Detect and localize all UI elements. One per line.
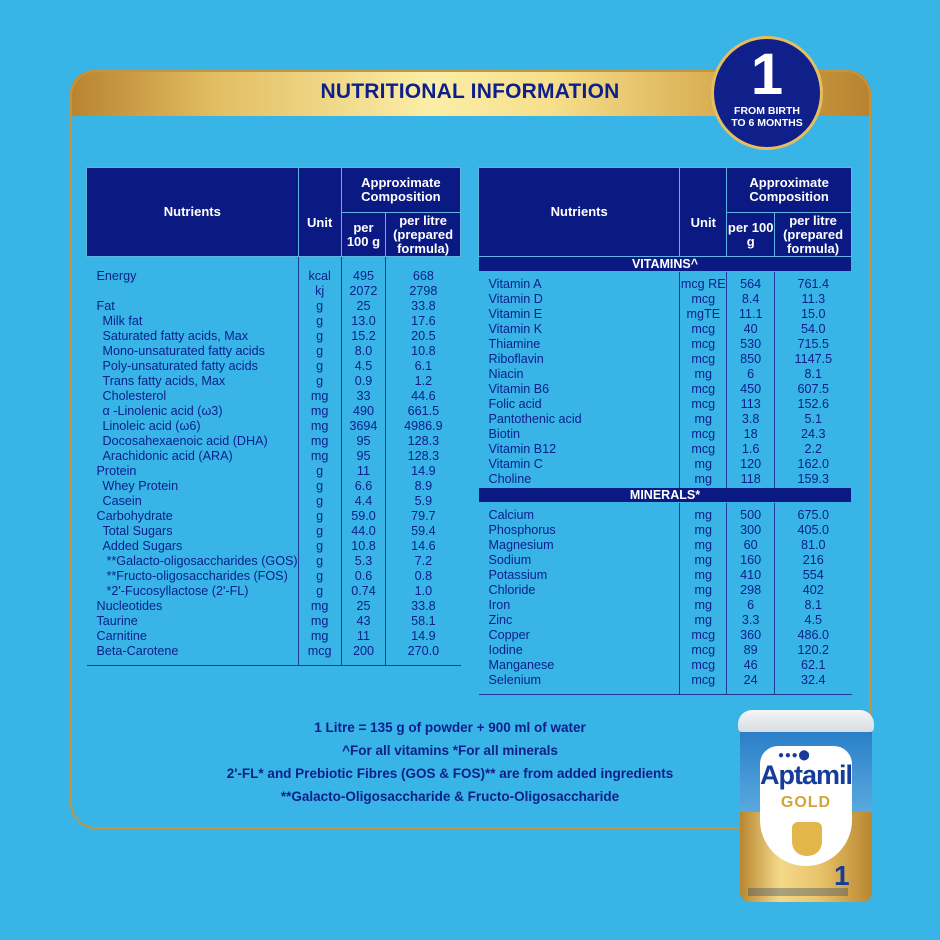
- value-per-100g: 298: [727, 583, 775, 598]
- value-per-100g: 95: [341, 449, 385, 464]
- value-per-100g: 11: [341, 464, 385, 479]
- value-per-100g: 0.74: [341, 584, 385, 599]
- value-per-litre: 128.3: [386, 449, 461, 464]
- nutrient-name: Folic acid: [488, 397, 542, 411]
- table-row: [87, 539, 461, 554]
- nutrient-unit: g: [298, 494, 341, 509]
- nutrient-name: α -Linolenic acid (ω3): [102, 404, 223, 418]
- nutrient-unit: mg: [298, 389, 341, 404]
- value-per-litre: 162.0: [775, 457, 852, 472]
- nutrients-table-left: [86, 167, 461, 666]
- value-per-litre: 62.1: [775, 658, 852, 673]
- table-row: [87, 494, 461, 509]
- nutrient-unit: mg: [298, 614, 341, 629]
- page-title: NUTRITIONAL INFORMATION: [320, 80, 620, 103]
- col-header-per100: per 100 g: [341, 213, 385, 257]
- value-per-litre: 486.0: [775, 628, 852, 643]
- table-row: [479, 613, 852, 628]
- table-row: [87, 284, 461, 299]
- table-row: [87, 389, 461, 404]
- value-per-100g: 1.6: [727, 442, 775, 457]
- nutrient-unit: mcg: [680, 442, 727, 457]
- value-per-100g: 8.0: [341, 344, 385, 359]
- nutrient-name: Whey Protein: [102, 479, 179, 493]
- table-row: [87, 329, 461, 344]
- value-per-litre: 675.0: [775, 503, 852, 524]
- value-per-litre: 2.2: [775, 442, 852, 457]
- nutrient-unit: mg: [680, 503, 727, 524]
- col-header-unit: Unit: [298, 168, 341, 257]
- value-per-100g: 360: [727, 628, 775, 643]
- nutrient-name: Trans fatty acids, Max: [102, 374, 226, 388]
- value-per-100g: 500: [727, 503, 775, 524]
- value-per-litre: 554: [775, 568, 852, 583]
- table-row: [87, 569, 461, 584]
- nutrient-name: Selenium: [479, 673, 680, 695]
- table-row: [87, 374, 461, 389]
- value-per-100g: 4.4: [341, 494, 385, 509]
- table-row: [479, 337, 852, 352]
- value-per-litre: 17.6: [386, 314, 461, 329]
- can-lid: [738, 710, 874, 732]
- table-row: [479, 472, 852, 488]
- value-per-litre: 152.6: [775, 397, 852, 412]
- value-per-100g: 6.6: [341, 479, 385, 494]
- nutrient-unit: mcg: [680, 337, 727, 352]
- footnote-dilution: 1 Litre = 135 g of powder + 900 ml of water: [314, 720, 586, 735]
- value-per-litre: 8.1: [775, 598, 852, 613]
- nutrient-unit: mg: [680, 523, 727, 538]
- nutrient-name: Cholesterol: [102, 389, 167, 403]
- value-per-100g: 113: [727, 397, 775, 412]
- nutrient-unit: mg: [298, 599, 341, 614]
- nutrient-unit: mcg RE: [680, 272, 727, 293]
- nutrient-name: Biotin: [488, 427, 521, 441]
- nutrient-name: Protein: [96, 464, 137, 478]
- nutrient-unit: mg: [680, 457, 727, 472]
- section-header-vitamins: VITAMINS^: [479, 257, 852, 272]
- value-per-litre: 54.0: [775, 322, 852, 337]
- footnotes: [130, 716, 770, 808]
- nutrient-unit: g: [298, 299, 341, 314]
- value-per-100g: 15.2: [341, 329, 385, 344]
- nutrient-unit: mcg: [680, 352, 727, 367]
- nutrient-unit: mg: [680, 613, 727, 628]
- col-header-nutrients: Nutrients: [479, 168, 680, 257]
- table-row: [479, 568, 852, 583]
- table-row: [87, 299, 461, 314]
- value-per-100g: 450: [727, 382, 775, 397]
- nutrient-name: Carnitine: [96, 629, 147, 643]
- value-per-litre: 1.0: [386, 584, 461, 599]
- nutrient-name: Thiamine: [488, 337, 541, 351]
- value-per-litre: 32.4: [775, 673, 852, 695]
- table-row: [479, 553, 852, 568]
- table-row: [87, 404, 461, 419]
- nutrient-name: Vitamin B12: [488, 442, 557, 456]
- nutrient-name: Poly-unsaturated fatty acids: [102, 359, 258, 373]
- nutrient-name: Docosahexaenoic acid (DHA): [102, 434, 268, 448]
- nutrient-name: Phosphorus: [488, 523, 556, 537]
- nutrient-name: Chloride: [488, 583, 536, 597]
- table-row: [87, 614, 461, 629]
- value-per-100g: 40: [727, 322, 775, 337]
- value-per-litre: 8.9: [386, 479, 461, 494]
- value-per-100g: 5.3: [341, 554, 385, 569]
- col-header-nutrients: Nutrients: [87, 168, 299, 257]
- brand-dots-icon: ● ● ● ⬤: [778, 750, 809, 761]
- value-per-100g: 8.4: [727, 292, 775, 307]
- value-per-100g: 13.0: [341, 314, 385, 329]
- product-can-image: [738, 710, 874, 906]
- nutrient-name: Energy: [96, 269, 137, 283]
- footnote-symbols: ^For all vitamins *For all minerals: [342, 743, 558, 758]
- value-per-100g: 25: [341, 599, 385, 614]
- table-row: [87, 599, 461, 614]
- value-per-litre: 5.9: [386, 494, 461, 509]
- table-row: [87, 464, 461, 479]
- value-per-100g: 6: [727, 367, 775, 382]
- nutrient-unit: mg: [680, 598, 727, 613]
- col-header-per100: per 100 g: [727, 213, 775, 257]
- nutrient-unit: mg: [680, 583, 727, 598]
- value-per-litre: 24.3: [775, 427, 852, 442]
- value-per-100g: 33: [341, 389, 385, 404]
- nutrient-unit: g: [298, 344, 341, 359]
- nutrient-name: Carbohydrate: [96, 509, 173, 523]
- value-per-litre: 58.1: [386, 614, 461, 629]
- nutrient-name: [87, 284, 299, 299]
- emblem-icon: [792, 822, 822, 856]
- value-per-100g: 6: [727, 598, 775, 613]
- nutrient-unit: g: [298, 554, 341, 569]
- value-per-litre: 15.0: [775, 307, 852, 322]
- table-row: [479, 523, 852, 538]
- nutrient-unit: mg: [680, 412, 727, 427]
- nutrient-unit: mg: [298, 434, 341, 449]
- value-per-100g: 10.8: [341, 539, 385, 554]
- nutrient-name: Vitamin E: [488, 307, 543, 321]
- table-row: [87, 524, 461, 539]
- table-row: [479, 538, 852, 553]
- nutrient-name: Copper: [488, 628, 530, 642]
- table-row: [479, 382, 852, 397]
- nutrient-name: Vitamin A: [488, 277, 542, 291]
- value-per-100g: 200: [341, 644, 385, 666]
- value-per-litre: 10.8: [386, 344, 461, 359]
- value-per-litre: 128.3: [386, 434, 461, 449]
- table-row: [87, 314, 461, 329]
- nutrient-unit: mgTE: [680, 307, 727, 322]
- value-per-100g: 4.5: [341, 359, 385, 374]
- nutrient-unit: kcal: [298, 257, 341, 285]
- nutrient-name: Iron: [488, 598, 511, 612]
- nutrient-name: Sodium: [488, 553, 532, 567]
- nutrients-table-right: [478, 167, 852, 695]
- nutrient-name: Zinc: [488, 613, 513, 627]
- value-per-100g: 120: [727, 457, 775, 472]
- value-per-litre: 7.2: [386, 554, 461, 569]
- value-per-litre: 4.5: [775, 613, 852, 628]
- footnote-ingredients: 2'-FL* and Prebiotic Fibres (GOS & FOS)** are from added ingredients: [226, 766, 674, 781]
- value-per-100g: 60: [727, 538, 775, 553]
- nutrient-name: Pantothenic acid: [488, 412, 582, 426]
- value-per-litre: 79.7: [386, 509, 461, 524]
- value-per-litre: 661.5: [386, 404, 461, 419]
- nutrient-unit: mcg: [680, 292, 727, 307]
- value-per-litre: 44.6: [386, 389, 461, 404]
- nutrient-unit: mcg: [680, 382, 727, 397]
- table-row: [479, 322, 852, 337]
- value-per-litre: 0.8: [386, 569, 461, 584]
- nutrient-unit: mcg: [680, 643, 727, 658]
- value-per-100g: 11.1: [727, 307, 775, 322]
- value-per-litre: 33.8: [386, 599, 461, 614]
- value-per-litre: 1.2: [386, 374, 461, 389]
- table-row: [479, 352, 852, 367]
- nutrient-unit: mg: [298, 629, 341, 644]
- nutrient-name: Calcium: [488, 508, 534, 522]
- value-per-100g: 530: [727, 337, 775, 352]
- table-row: [87, 359, 461, 374]
- nutrient-name: Beta-Carotene: [87, 644, 299, 666]
- nutrient-name: Riboflavin: [488, 352, 544, 366]
- value-per-100g: 25: [341, 299, 385, 314]
- value-per-100g: 410: [727, 568, 775, 583]
- nutrient-name: Manganese: [488, 658, 555, 672]
- nutrient-unit: mg: [298, 419, 341, 434]
- table-row: [479, 598, 852, 613]
- stage-age-range: FROM BIRTH TO 6 MONTHS: [731, 105, 803, 129]
- table-row: [87, 434, 461, 449]
- table-row: [479, 457, 852, 472]
- table-row: [479, 583, 852, 598]
- nutrient-name: Potassium: [488, 568, 548, 582]
- nutrient-name: Saturated fatty acids, Max: [102, 329, 249, 343]
- table-row: [87, 554, 461, 569]
- nutrient-unit: mg: [680, 472, 727, 488]
- value-per-litre: 405.0: [775, 523, 852, 538]
- value-per-litre: 4986.9: [386, 419, 461, 434]
- value-per-litre: 14.6: [386, 539, 461, 554]
- nutrient-unit: g: [298, 374, 341, 389]
- nutrient-name: Added Sugars: [102, 539, 183, 553]
- value-per-100g: 59.0: [341, 509, 385, 524]
- nutrient-name: Vitamin B6: [488, 382, 550, 396]
- value-per-litre: 159.3: [775, 472, 852, 488]
- value-per-litre: 402: [775, 583, 852, 598]
- nutrient-name: Fat: [96, 299, 115, 313]
- product-variant: GOLD: [780, 794, 832, 811]
- table-row: [479, 628, 852, 643]
- nutrient-unit: g: [298, 464, 341, 479]
- col-header-approx: Approximate Composition: [341, 168, 460, 213]
- value-per-100g: 0.9: [341, 374, 385, 389]
- value-per-100g: 850: [727, 352, 775, 367]
- table-row: [87, 584, 461, 599]
- col-header-unit: Unit: [680, 168, 727, 257]
- value-per-100g: 24: [727, 673, 775, 695]
- table-row: [479, 658, 852, 673]
- nutrient-name: Arachidonic acid (ARA): [102, 449, 233, 463]
- nutrient-unit: g: [298, 584, 341, 599]
- table-row: [479, 673, 852, 695]
- value-per-litre: 8.1: [775, 367, 852, 382]
- nutrient-unit: mcg: [298, 644, 341, 666]
- value-per-100g: 18: [727, 427, 775, 442]
- value-per-litre: 607.5: [775, 382, 852, 397]
- value-per-litre: 11.3: [775, 292, 852, 307]
- nutrient-name: Vitamin C: [488, 457, 543, 471]
- nutrient-name: Taurine: [96, 614, 138, 628]
- nutrient-name: Vitamin K: [488, 322, 543, 336]
- value-per-litre: 216: [775, 553, 852, 568]
- value-per-100g: 95: [341, 434, 385, 449]
- nutrient-unit: mcg: [680, 673, 727, 695]
- value-per-100g: 3694: [341, 419, 385, 434]
- value-per-100g: 3.8: [727, 412, 775, 427]
- nutrient-unit: g: [298, 479, 341, 494]
- value-per-100g: 564: [727, 272, 775, 293]
- value-per-100g: 46: [727, 658, 775, 673]
- footnote-gos-fos: **Galacto-Oligosaccharide & Fructo-Oligosaccharide: [280, 789, 620, 804]
- table-row: [87, 449, 461, 464]
- value-per-100g: 44.0: [341, 524, 385, 539]
- nutrient-name: Linoleic acid (ω6): [102, 419, 201, 433]
- table-row: [479, 307, 852, 322]
- table-row: [479, 272, 852, 293]
- nutrient-name: Nucleotides: [96, 599, 163, 613]
- value-per-100g: 43: [341, 614, 385, 629]
- nutrient-name: Iodine: [488, 643, 523, 657]
- nutrient-unit: g: [298, 509, 341, 524]
- nutrient-unit: kj: [298, 284, 341, 299]
- nutrient-unit: mcg: [680, 658, 727, 673]
- value-per-litre: 2798: [386, 284, 461, 299]
- value-per-100g: 300: [727, 523, 775, 538]
- value-per-litre: 270.0: [386, 644, 461, 666]
- table-row: [479, 427, 852, 442]
- table-row: [87, 419, 461, 434]
- nutrient-unit: mcg: [680, 397, 727, 412]
- table-row: [479, 367, 852, 382]
- value-per-litre: 33.8: [386, 299, 461, 314]
- nutrient-name: Total Sugars: [102, 524, 173, 538]
- nutrient-unit: mg: [680, 367, 727, 382]
- nutrient-name: Choline: [488, 472, 532, 486]
- table-row: [479, 412, 852, 427]
- value-per-100g: 3.3: [727, 613, 775, 628]
- value-per-litre: 20.5: [386, 329, 461, 344]
- table-row: [479, 503, 852, 524]
- product-stage: 1: [834, 860, 850, 891]
- nutrient-unit: mcg: [680, 628, 727, 643]
- nutrient-unit: mcg: [680, 322, 727, 337]
- value-per-litre: 668: [386, 257, 461, 285]
- table-row: [479, 397, 852, 412]
- value-per-100g: 11: [341, 629, 385, 644]
- value-per-litre: 761.4: [775, 272, 852, 293]
- value-per-100g: 89: [727, 643, 775, 658]
- nutrient-unit: g: [298, 524, 341, 539]
- value-per-litre: 5.1: [775, 412, 852, 427]
- stage-number: 1: [750, 42, 784, 107]
- value-per-litre: 81.0: [775, 538, 852, 553]
- value-per-100g: 2072: [341, 284, 385, 299]
- nutrient-name: Casein: [102, 494, 142, 508]
- nutrient-unit: g: [298, 539, 341, 554]
- nutrient-unit: mg: [680, 553, 727, 568]
- nutrient-name: Mono-unsaturated fatty acids: [102, 344, 265, 358]
- nutrient-unit: g: [298, 314, 341, 329]
- nutrient-unit: mg: [298, 449, 341, 464]
- nutrient-name: **Fructo-oligosaccharides (FOS): [106, 569, 288, 583]
- value-per-litre: 14.9: [386, 464, 461, 479]
- nutrient-unit: mg: [298, 404, 341, 419]
- value-per-litre: 59.4: [386, 524, 461, 539]
- value-per-100g: 118: [727, 472, 775, 488]
- value-per-litre: 1147.5: [775, 352, 852, 367]
- stage-badge: [711, 36, 823, 150]
- nutrient-name: Vitamin D: [488, 292, 543, 306]
- value-per-litre: 6.1: [386, 359, 461, 374]
- nutrient-unit: mg: [680, 568, 727, 583]
- nutrient-name: **Galacto-oligosaccharides (GOS): [106, 554, 298, 568]
- table-row: [87, 344, 461, 359]
- col-header-perlitre: per litre (prepared formula): [386, 213, 461, 257]
- section-header-minerals: MINERALS*: [479, 488, 852, 503]
- table-row: [479, 442, 852, 457]
- table-row: [87, 257, 461, 285]
- value-per-litre: 120.2: [775, 643, 852, 658]
- table-row: [479, 292, 852, 307]
- table-row: [87, 629, 461, 644]
- col-header-approx: Approximate Composition: [727, 168, 852, 213]
- value-per-100g: 160: [727, 553, 775, 568]
- nutrient-unit: mcg: [680, 427, 727, 442]
- col-header-perlitre: per litre (prepared formula): [775, 213, 852, 257]
- nutrient-unit: mg: [680, 538, 727, 553]
- product-brand: Aptamil: [759, 760, 852, 790]
- value-per-100g: 0.6: [341, 569, 385, 584]
- nutrient-unit: g: [298, 329, 341, 344]
- nutrient-name: Magnesium: [488, 538, 554, 552]
- nutrient-unit: g: [298, 359, 341, 374]
- nutrient-name: Niacin: [488, 367, 524, 381]
- value-per-litre: 14.9: [386, 629, 461, 644]
- nutrient-unit: g: [298, 569, 341, 584]
- value-per-100g: 490: [341, 404, 385, 419]
- table-row: [87, 509, 461, 524]
- nutrient-name: *2'-Fucosyllactose (2'-FL): [106, 584, 249, 598]
- value-per-litre: 715.5: [775, 337, 852, 352]
- table-row: [87, 644, 461, 666]
- value-per-100g: 495: [341, 257, 385, 285]
- nutrient-name: Milk fat: [102, 314, 143, 328]
- table-row: [479, 643, 852, 658]
- table-row: [87, 479, 461, 494]
